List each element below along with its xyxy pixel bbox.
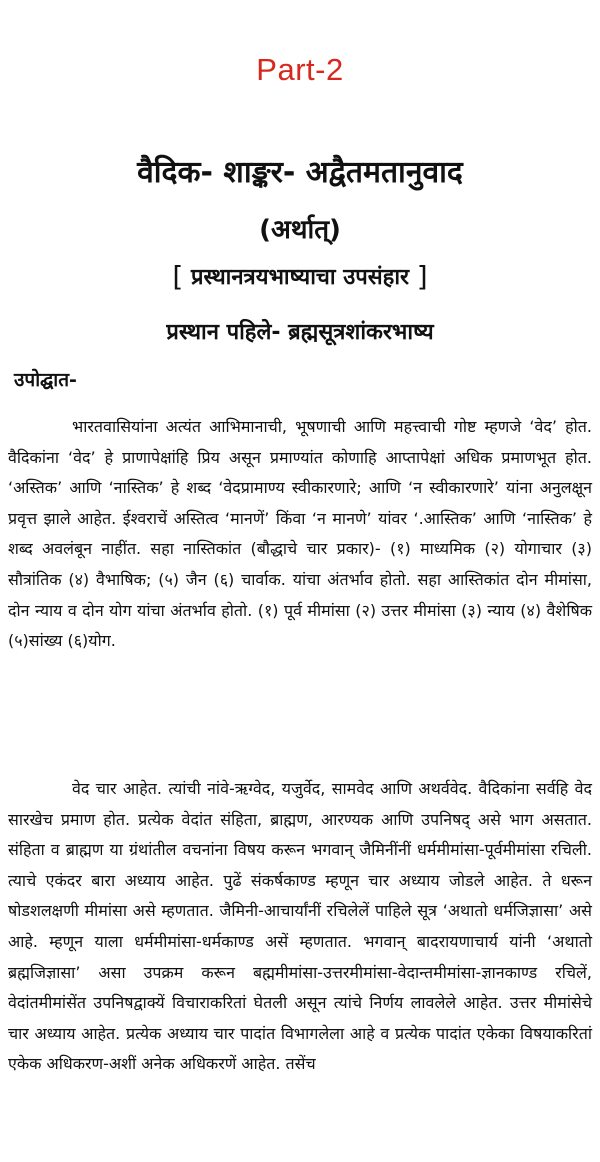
paragraph-1 [8,412,592,657]
subtitle: (अर्थात्) [259,215,341,245]
paragraph-1-text: भारतवासियांना अत्यंत आभिमानाची, भूषणाची आणि महत्त्वाची गोष्ट म्हणजे ‘वेद’ होत. वैदिकांना ‘वेद’ हे प्राणापेक्षांहि प्रिय असून प्रमाण्यांत कोणाहि आप्तापेक्षां अधिक प्रमाणभूत होत. ‘अस्तिक’ आणि ‘नास्तिक’ हे शब्द ‘वेदप्रामाण्य स्वीकारणारे; आणि ‘न स्वीकारणारे’ यांना अनुलक्षून प्रवृत्त झाले आहेत. ईश्वराचें अस्तित्व ‘मानणें’ किंवा ‘न मानणे’ यांवर ‘.आस्तिक’ आणि ‘नास्तिक’ हे शब्द अवलंबून नाहींत. सहा नास्तिकांत (बौद्धाचे चार प्रकार)- (१) माध्यमिक (२) योगाचार (३) सौत्रांतिक (४) वैभाषिक; (५) जैन (६) चार्वाक. यांचा अंतर्भाव होतो. सहा आस्तिकांत दोन मीमांसा, दोन न्याय व दोन योग यांचा अंतर्भाव होतो. (१) पूर्व मीमांसा (२) उत्तर मीमांसा (३) न्याय (४) वैशेषिक (५)सांख्य (६)योग. [8,417,592,651]
bracketed-title-text: प्रस्थानत्रयभाष्याचा उपसंहार [190,265,410,290]
section-title: प्रस्थान पहिले- ब्रह्मसूत्रशांकरभाष्य [166,320,434,345]
paragraph-2-text: वेद चार आहेत. त्यांची नांवे-ऋग्वेद, यजुर्वेद, सामवेद आणि अथर्ववेद. वैदिकांना सर्वहि वेद सारखेच प्रमाण होत. प्रत्येक वेदांत संहिता, ब्राह्मण, आरण्यक आणि उपनिषद् असे भाग असतात. संहिता व ब्राह्मण या ग्रंथांतील वचनांना विषय करून भगवान् जैमिनींनीं धर्ममीमांसा-पूर्वमीमांसा रचिली. त्याचे एकंदर बारा अध्याय आहेत. पुढें संकर्षकाण्ड म्हणून चार अध्याय जोडले आहेत. ते धरून षोडशलक्षणी मीमांसा असे म्हणतात. जैमिनी-आचार्यांनीं रचिलेलें पाहिले सूत्र ‘अथातो धर्मजिज्ञासा’ असे आहे. म्हणून याला धर्ममीमांसा-धर्मकाण्ड असें म्हणतात. भगवान् बादरायणाचार्य यांनी ‘अथातो ब्रह्मजिज्ञासा’ असा उपक्रम करून बह्ममीमांसा-उत्तरमीमांसा-वेदान्तमीमांसा-ज्ञानकाण्ड रचिलें, वेदांतमीमांसेंत उपनिषद्वाक्यें विचाराकरितां घेतली असून त्यांचे निर्णय लावलेले आहेत. उत्तर मीमांसेचे चार अध्याय आहेत. प्रत्येक अध्याय चार पादांत विभागलेला आहे व प्रत्येक पादांत एकेका विषयाकरितां एकेक अधिकरण-अशीं अनेक अधिकरणें आहेत. तसेंच [8,779,592,1074]
bracket-close: ] [416,260,428,293]
intro-heading: उपोद्घात- [14,369,77,391]
paragraph-2 [8,774,592,1080]
bracket-open: [ [172,260,184,293]
part-label: Part-2 [256,52,344,87]
main-title: वैदिक- शाङ्कर- अद्वैतमतानुवाद [137,155,463,190]
bracketed-title [0,260,600,293]
